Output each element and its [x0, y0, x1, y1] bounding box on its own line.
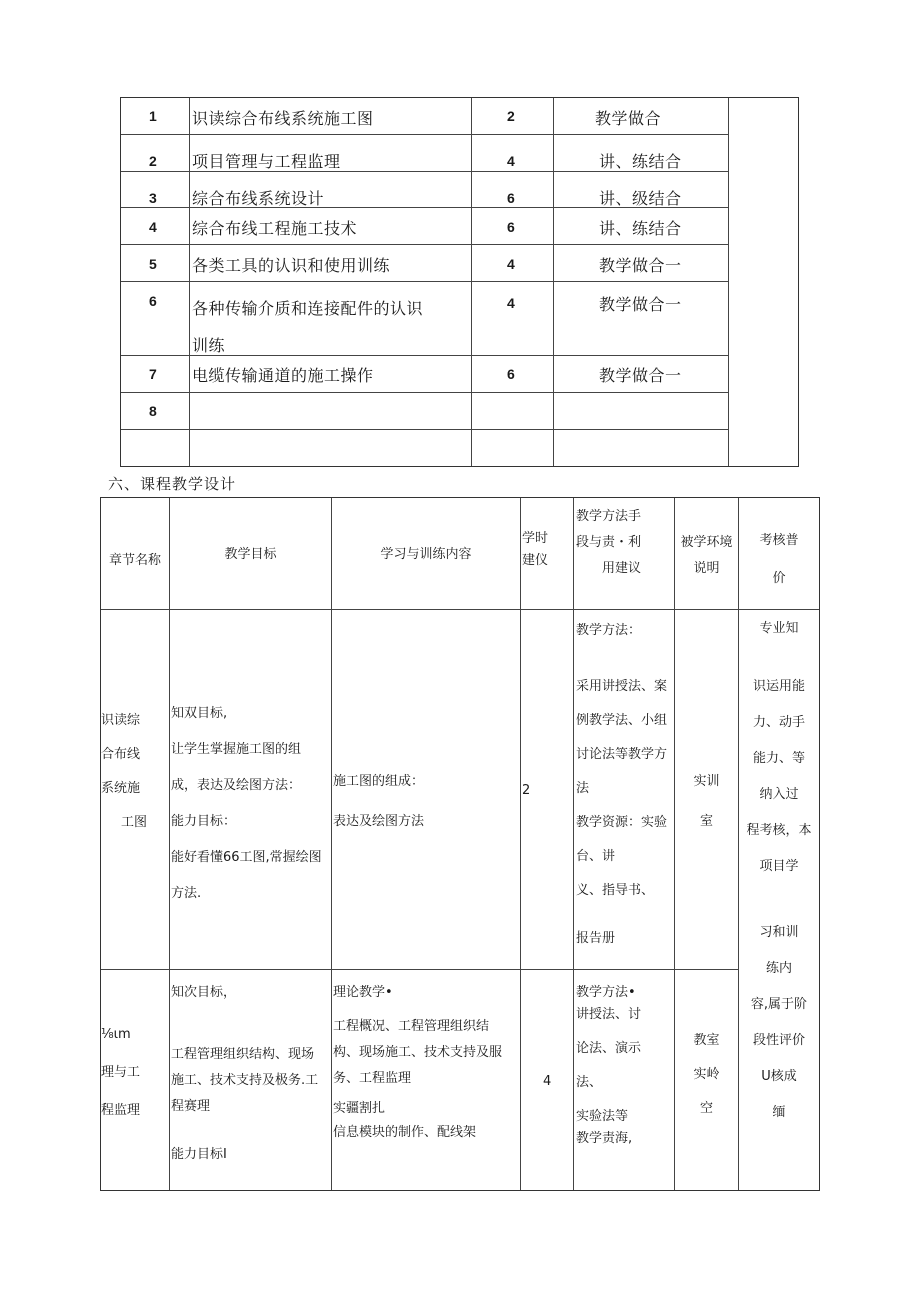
- section-title: 六、课程教学设计: [108, 475, 237, 493]
- col-divider: [520, 498, 521, 1190]
- row-content: 综合布线系统设计: [192, 189, 325, 208]
- row-method: 教学做合一: [599, 256, 682, 275]
- header-content: 学习与训练内容: [380, 547, 472, 562]
- header-assess: 考核普 价: [759, 533, 799, 586]
- row1-goal: 知双目标, 让学生掌握施工图的组 成，表达及绘图方法： 能力目标： 能好看懂66工图,常握绘图 方法.: [171, 706, 322, 901]
- row-number: 3: [149, 190, 157, 206]
- row-method: 讲、级结合: [599, 189, 682, 208]
- row2-chapter: ⅛ιm 理与工 程监理: [101, 1027, 141, 1118]
- row-divider: [101, 609, 819, 610]
- header-env: 被学环境 说明: [680, 535, 733, 576]
- row-content: 识读综合布线系统施工图: [192, 109, 374, 128]
- row-divider: [121, 244, 728, 245]
- row-divider: [101, 969, 738, 970]
- row-divider: [121, 281, 728, 282]
- row-hours: 4: [507, 256, 515, 272]
- header-chapter: 章节名称: [108, 553, 161, 568]
- col-divider: [471, 98, 472, 466]
- row-number: 2: [149, 153, 157, 169]
- row2-env: 教室 实岭 空: [693, 1033, 720, 1116]
- row-divider: [121, 429, 728, 430]
- row-content: 各种传输介质和连接配件的认识: [192, 299, 424, 318]
- row-number: 8: [149, 403, 157, 419]
- header-method: 教学方法手 段与责・利 用建议: [576, 509, 642, 576]
- col-divider: [728, 98, 729, 466]
- row-method: 讲、练结合: [599, 152, 682, 171]
- row-content: 综合布线工程施工技术: [192, 219, 358, 238]
- course-design-table: [100, 497, 820, 1191]
- row-number: 7: [149, 366, 157, 382]
- col-divider: [573, 498, 574, 1190]
- col-divider: [553, 98, 554, 466]
- row2-content: 理论教学• 工程概况、工程管理组织结 构、现场施工、技术支持及服 务、工程监理 实疆割扎 信息模块的制作、配线架: [333, 985, 503, 1140]
- row1-content: 施工图的组成： 表达及绘图方法: [333, 774, 425, 829]
- row-hours: 2: [507, 108, 515, 124]
- row1-method: 教学方法： 采用讲授法、案 例教学法、小组 讨论法等教学方 法 教学资源：实验 台、讲 义、指导书、 报告册: [576, 623, 668, 946]
- row2-hours: 4: [543, 1074, 552, 1089]
- row-number: 6: [149, 293, 157, 309]
- row-number: 4: [149, 219, 157, 235]
- row-hours: 6: [507, 366, 515, 382]
- row-hours: 4: [507, 153, 515, 169]
- header-goal: 教学目标: [224, 547, 277, 562]
- row1-chapter: 识读综 合布线 系统施 工图: [101, 713, 148, 830]
- row2-goal: 知次目标， 工程管理组织结构、现场 施工、技术支持及极务.工 程赛理 能力目标I: [171, 985, 319, 1162]
- row1-hours: 2: [522, 783, 531, 798]
- assess-text: 专业知 识运用能 力、动手 能力、等 纳入过 程考核，本 项目学 习和训 练内 容,属于阶 段性评价 U核成 缅: [746, 621, 812, 1120]
- row-divider: [121, 392, 728, 393]
- row-content: 项目管理与工程监理: [192, 152, 341, 171]
- col-divider: [331, 498, 332, 1190]
- row-number: 5: [149, 256, 157, 272]
- row-divider: [121, 134, 728, 135]
- row-number: 1: [149, 108, 157, 124]
- schedule-table: [120, 97, 799, 467]
- row1-env: 实训 室: [693, 774, 720, 829]
- row-hours: 4: [507, 295, 515, 311]
- row-method: 教学做合一: [599, 366, 682, 385]
- row-method: 教学做合: [595, 109, 662, 128]
- row-method: 讲、练结合: [599, 219, 682, 238]
- row-hours: 6: [507, 190, 515, 206]
- row-hours: 6: [507, 219, 515, 235]
- col-divider: [169, 498, 170, 1190]
- header-hours: 学时 建仪: [522, 531, 549, 568]
- row2-method: 教学方法• 讲授法、讨 论法、演示 法、 实验法等 教学责海,: [576, 985, 642, 1146]
- row-content: 训练: [192, 336, 226, 355]
- row-content: 电缆传输通道的施工操作: [192, 366, 374, 385]
- row-method: 教学做合一: [599, 295, 682, 314]
- row-content: 各类工具的认识和使用训练: [192, 256, 391, 275]
- col-divider: [189, 98, 190, 466]
